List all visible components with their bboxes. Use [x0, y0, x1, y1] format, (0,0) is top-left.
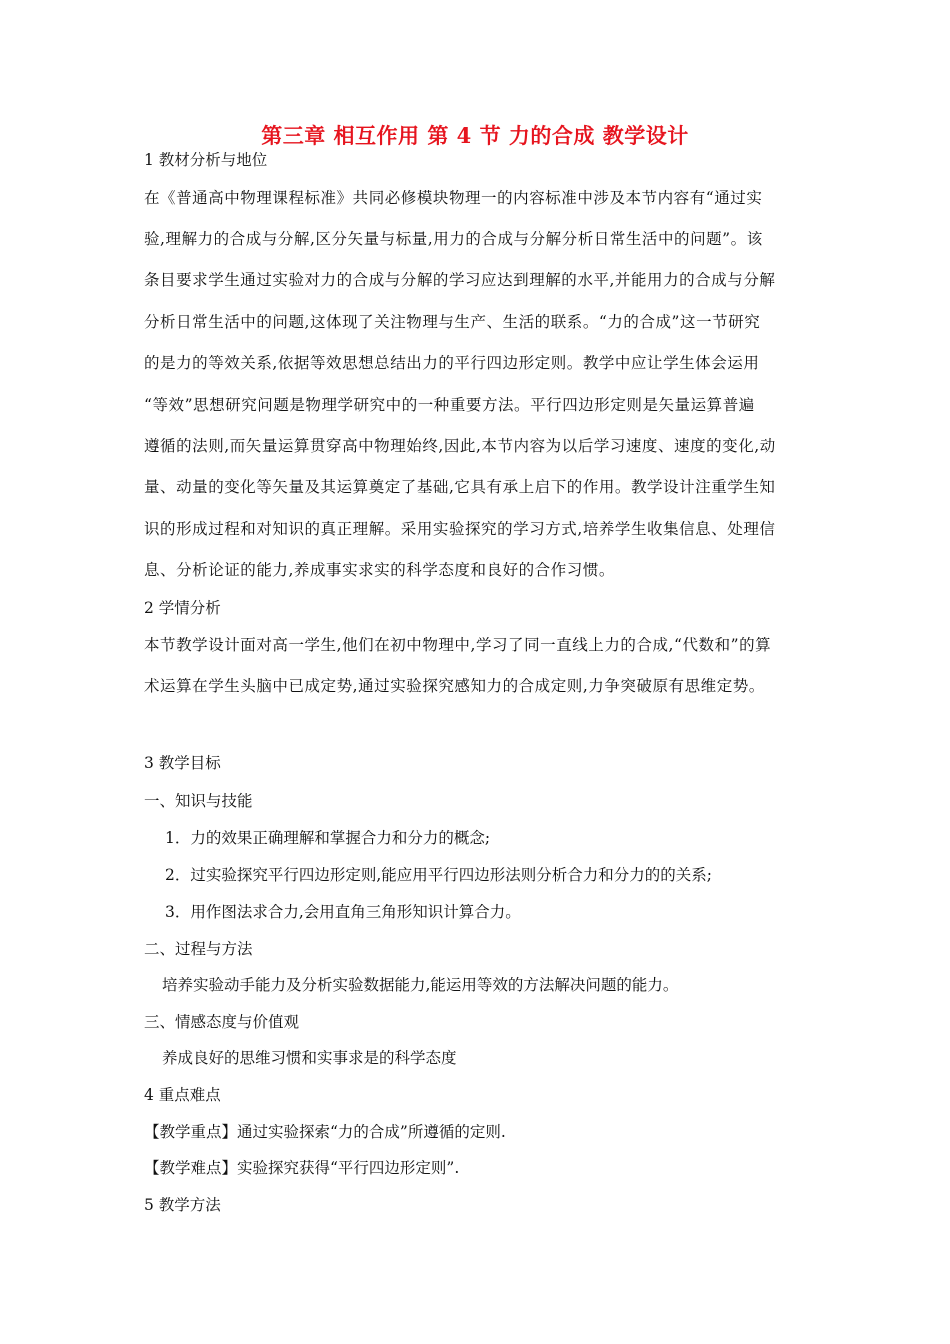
paragraph-line: 分析日常生活中的问题,这体现了关注物理与生产、生活的联系。“力的合成”这一节研究	[144, 313, 761, 331]
section-heading-5: 5 教学方法	[144, 1196, 221, 1214]
list-item: 2．过实验探究平行四边形定则,能应用平行四边形法则分析合力和分力的的关系;	[165, 866, 713, 884]
subsection-heading: 一、知识与技能	[144, 792, 253, 810]
document-title: 第三章 相互作用 第 4 节 力的合成 教学设计	[261, 123, 689, 148]
subsection-heading: 二、过程与方法	[144, 940, 253, 958]
paragraph-line: 的是力的等效关系,依据等效思想总结出力的平行四边形定则。教学中应让学生体会运用	[144, 354, 760, 372]
subsection-heading: 三、情感态度与价值观	[144, 1013, 300, 1031]
key-point: 【教学重点】通过实验探索“力的合成”所遵循的定则.	[144, 1123, 506, 1141]
difficult-point: 【教学难点】实验探究获得“平行四边形定则”.	[144, 1159, 460, 1177]
paragraph-line: 在《普通高中物理课程标准》共同必修模块物理一的内容标准中涉及本节内容有“通过实	[144, 189, 763, 207]
paragraph-line: 验,理解力的合成与分解,区分矢量与标量,用力的合成与分解分析日常生活中的问题”。该	[144, 230, 763, 248]
paragraph-line: 本节教学设计面对高一学生,他们在初中物理中,学习了同一直线上力的合成,“代数和”的算	[144, 636, 772, 654]
paragraph-line: 养成良好的思维习惯和实事求是的科学态度	[162, 1049, 457, 1067]
paragraph-line: 息、分析论证的能力,养成事实求实的科学态度和良好的合作习惯。	[144, 561, 615, 579]
paragraph-line: 量、动量的变化等矢量及其运算奠定了基础,它具有承上启下的作用。教学设计注重学生知	[144, 478, 776, 496]
paragraph-line: 术运算在学生头脑中已成定势,通过实验探究感知力的合成定则,力争突破原有思维定势。	[144, 677, 765, 695]
paragraph-line: “等效”思想研究问题是物理学研究中的一种重要方法。平行四边形定则是矢量运算普遍	[144, 396, 755, 414]
paragraph-line: 条目要求学生通过实验对力的合成与分解的学习应达到理解的水平,并能用力的合成与分解	[144, 271, 776, 289]
section-heading-2: 2 学情分析	[144, 599, 221, 617]
paragraph-line: 遵循的法则,而矢量运算贯穿高中物理始终,因此,本节内容为以后学习速度、速度的变化,动	[144, 437, 776, 455]
list-item: 1．力的效果正确理解和掌握合力和分力的概念;	[165, 829, 491, 847]
paragraph-line: 培养实验动手能力及分析实验数据能力,能运用等效的方法解决问题的能力。	[162, 976, 679, 994]
section-heading-3: 3 教学目标	[144, 754, 221, 772]
paragraph-line: 识的形成过程和对知识的真正理解。采用实验探究的学习方式,培养学生收集信息、处理信	[144, 520, 776, 538]
list-item: 3．用作图法求合力,会用直角三角形知识计算合力。	[165, 903, 521, 921]
section-heading-4: 4 重点难点	[144, 1086, 221, 1104]
section-heading-1: 1 教材分析与地位	[144, 151, 268, 169]
